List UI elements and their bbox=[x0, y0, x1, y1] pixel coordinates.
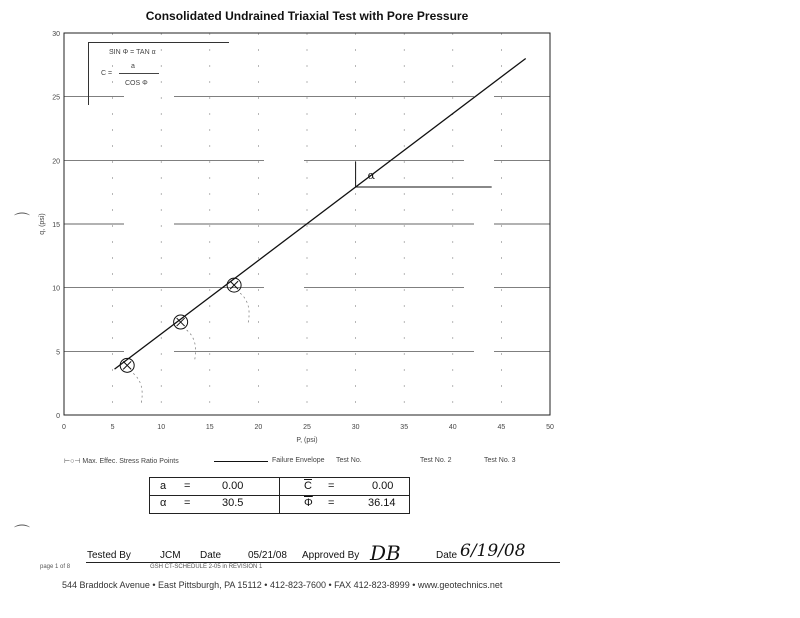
result-c-eq: = bbox=[328, 480, 335, 492]
result-phi-eq: = bbox=[328, 497, 335, 509]
failure-envelope-line bbox=[115, 58, 526, 369]
date2-label: Date bbox=[436, 550, 458, 561]
data-points bbox=[120, 278, 249, 403]
x-tick-labels bbox=[62, 424, 554, 431]
formula-line2-a: a bbox=[131, 63, 135, 70]
x-tick-label: 5 bbox=[110, 424, 115, 431]
tested-by-value: JCM bbox=[160, 550, 181, 561]
alpha-label: α bbox=[367, 169, 376, 183]
x-axis-label: P, (psi) bbox=[296, 437, 318, 444]
results-table bbox=[149, 477, 410, 514]
results-row-divider bbox=[150, 495, 409, 496]
y-axis-label: q, (psi) bbox=[39, 213, 46, 235]
formula-box bbox=[88, 42, 229, 105]
legend-item-test1: Test No. bbox=[336, 457, 362, 464]
result-alpha-value: 30.5 bbox=[222, 497, 244, 509]
page-note: page 1 of 8 bbox=[40, 564, 71, 570]
result-phi-value: 36.14 bbox=[368, 497, 396, 509]
x-tick-label: 50 bbox=[546, 424, 554, 431]
approved-by-label: Approved By bbox=[302, 550, 360, 561]
x-tick-label: 45 bbox=[497, 424, 506, 431]
margin-mark-top: ⌒ bbox=[14, 213, 31, 230]
x-tick-label: 15 bbox=[205, 424, 214, 431]
date2-value: 6/19/08 bbox=[460, 541, 526, 561]
legend-item-test3: Test No. 3 bbox=[484, 457, 516, 464]
y-tick-label: 0 bbox=[56, 413, 60, 420]
y-tick-label: 10 bbox=[52, 285, 60, 293]
y-tick-label: 15 bbox=[52, 222, 60, 229]
legend-item-test2: Test No. 2 bbox=[420, 457, 452, 464]
legend-line-swatch bbox=[214, 461, 268, 462]
formula-line1: SIN Φ = TAN α bbox=[109, 49, 156, 56]
legend-item-failure: Failure Envelope bbox=[272, 457, 325, 464]
y-tick-label: 25 bbox=[52, 94, 60, 102]
formula-line2-c: C = bbox=[101, 70, 113, 77]
margin-mark-bottom: ⌒ bbox=[14, 525, 31, 542]
tested-by-label: Tested By bbox=[87, 550, 131, 561]
data-point bbox=[120, 358, 142, 403]
footer-rule bbox=[86, 562, 560, 563]
y-tick-label: 5 bbox=[56, 349, 60, 357]
formula-fraction-bar bbox=[119, 73, 159, 74]
result-a-eq: = bbox=[184, 480, 191, 492]
result-c-value: 0.00 bbox=[372, 480, 394, 492]
result-alpha-label: α bbox=[160, 497, 167, 509]
y-tick-labels bbox=[52, 31, 60, 420]
x-tick-label: 0 bbox=[62, 424, 66, 431]
data-point bbox=[227, 278, 249, 323]
date-value: 05/21/08 bbox=[248, 550, 287, 561]
result-a-label: a bbox=[160, 480, 167, 492]
legend-item-points: ⊢○⊣ Max. Effec. Stress Ratio Points bbox=[64, 458, 179, 465]
result-a-value: 0.00 bbox=[222, 480, 244, 492]
x-tick-label: 25 bbox=[303, 424, 311, 431]
x-tick-label: 35 bbox=[400, 424, 409, 431]
result-phi-label: $\overline{\Phi}$ bbox=[304, 497, 313, 509]
y-tick-label: 30 bbox=[52, 31, 60, 38]
result-alpha-eq: = bbox=[184, 497, 191, 509]
chart-title: Consolidated Undrained Triaxial Test with Pore Pressure bbox=[145, 9, 469, 23]
x-tick-label: 10 bbox=[157, 424, 166, 431]
y-tick-label: 20 bbox=[52, 158, 60, 166]
result-c-label: $\overline{C}$ bbox=[304, 480, 312, 492]
x-tick-label: 30 bbox=[351, 424, 360, 431]
formula-line3: COS Φ bbox=[125, 80, 148, 87]
company-address: 544 Braddock Avenue • East Pittsburgh, PA 15112 • 412-823-7600 • FAX 412-823-8999 • www.geotechnics.net bbox=[62, 580, 503, 590]
x-tick-label: 20 bbox=[254, 424, 263, 431]
chart-legend bbox=[64, 457, 564, 467]
date-label: Date bbox=[200, 550, 222, 561]
approved-by-signature: DB bbox=[370, 541, 401, 565]
alpha-angle-mark bbox=[356, 162, 492, 187]
doc-note: GSH CT-SCHEDULE 2-05 in REVISION 1 bbox=[150, 564, 263, 570]
x-tick-label: 40 bbox=[448, 424, 457, 431]
